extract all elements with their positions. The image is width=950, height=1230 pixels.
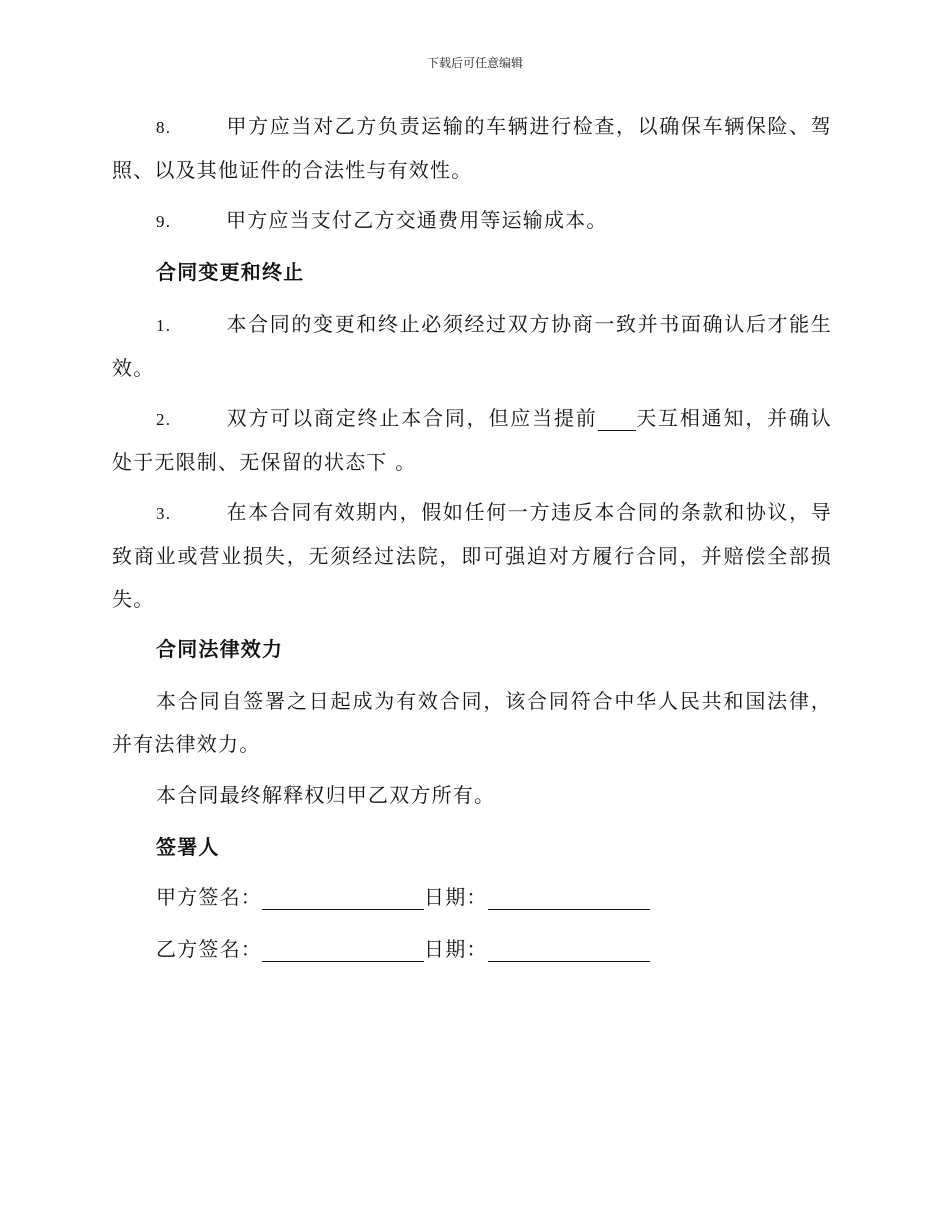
clause-number: 1. [156, 316, 172, 335]
change-clause-1 [112, 303, 832, 390]
clause-text: 甲方应当对乙方负责运输的车辆进行检查，以确保车辆保险、驾照、以及其他证件的合法性与有效性。 [112, 114, 832, 182]
party-a-label: 甲方签名： [156, 885, 262, 909]
section-heading-change-termination: 合同变更和终止 [156, 260, 305, 284]
change-clause-3 [112, 491, 832, 621]
party-a-signature-blank[interactable] [262, 887, 424, 910]
clause-9 [112, 199, 832, 243]
party-b-signature-line [112, 928, 832, 971]
clause-number: 3. [156, 504, 172, 523]
section-heading-signatories: 签署人 [156, 835, 220, 859]
change-clause-2 [112, 397, 832, 484]
clause-number: 8. [156, 118, 172, 137]
notice-days-blank[interactable] [598, 408, 636, 431]
interpretation-paragraph: 本合同最终解释权归甲乙双方所有。 [156, 783, 496, 807]
date-label: 日期： [424, 885, 488, 909]
clause-text: 双方可以商定终止本合同，但应当提前 [226, 406, 598, 430]
legal-effect-paragraph: 本合同自签署之日起成为有效合同，该合同符合中华人民共和国法律，并有法律效力。 [112, 689, 832, 756]
section-heading-legal-effect: 合同法律效力 [156, 637, 284, 661]
party-a-signature-line [112, 876, 832, 919]
clause-8 [112, 105, 832, 192]
clause-text-cont: 天互相通知，并确认处于无限制、无保留的状态下 。 [112, 406, 832, 474]
party-b-date-blank[interactable] [488, 939, 650, 962]
clause-text: 本合同的变更和终止必须经过双方协商一致并书面确认后才能生效。 [112, 312, 832, 380]
party-b-label: 乙方签名： [156, 937, 262, 961]
clause-text: 甲方应当支付乙方交通费用等运输成本。 [226, 208, 608, 232]
party-b-signature-blank[interactable] [262, 939, 424, 962]
clause-text: 在本合同有效期内，假如任何一方违反本合同的条款和协议，导致商业或营业损失，无须经过法院，即可强迫对方履行合同，并赔偿全部损失。 [112, 500, 832, 611]
page-header: 下载后可任意编辑 [426, 56, 523, 70]
clause-number: 2. [156, 410, 172, 429]
date-label: 日期： [424, 937, 488, 961]
clause-number: 9. [156, 212, 172, 231]
party-a-date-blank[interactable] [488, 887, 650, 910]
